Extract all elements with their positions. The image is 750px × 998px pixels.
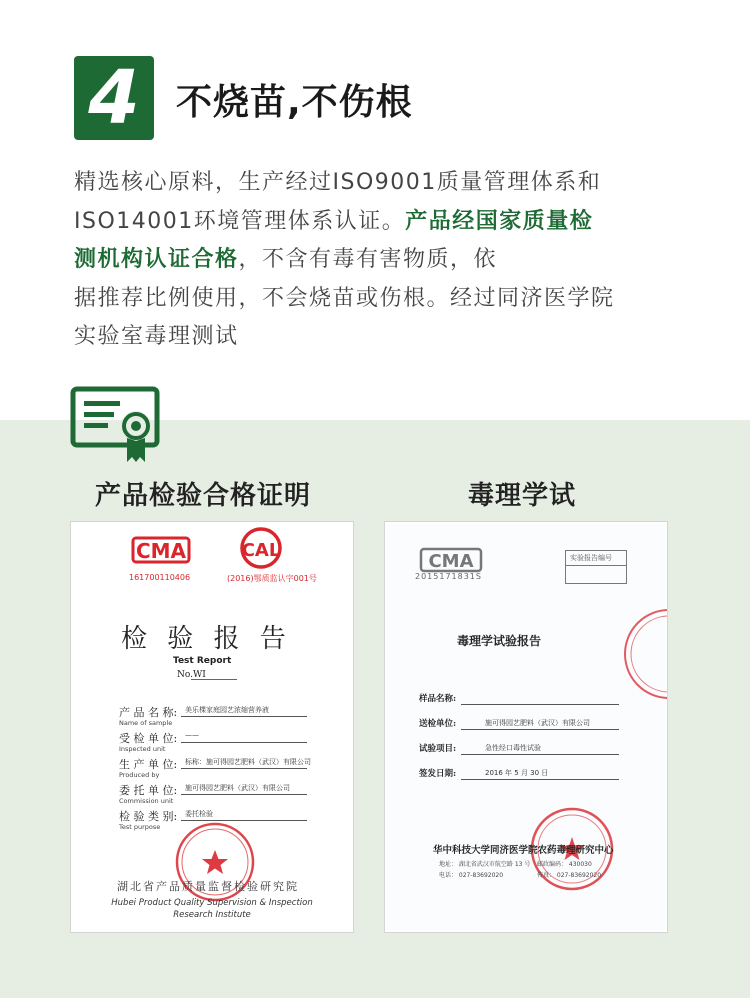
field-label-en: Commission unit bbox=[119, 797, 174, 805]
label-toxicology-test: 毒理学试 bbox=[468, 481, 577, 511]
tox-field-label: 送检单位: bbox=[419, 719, 457, 729]
report-title-en: Test Report bbox=[173, 656, 232, 666]
cal-logo bbox=[237, 526, 285, 570]
field-label: 委 托 单 位: bbox=[119, 784, 178, 797]
paragraph-line bbox=[74, 241, 694, 280]
cal-code: (2016)鄂质监认字001号 bbox=[227, 574, 317, 583]
field-label-en: Produced by bbox=[119, 771, 160, 779]
description-paragraph bbox=[74, 164, 694, 357]
tox-fax: 传真： 027-83692020 bbox=[537, 872, 602, 879]
tox-report-title: 毒理学试验报告 bbox=[457, 634, 542, 648]
field-label: 产 品 名 称: bbox=[119, 706, 178, 719]
tox-address: 地址： 湖北省武汉市航空路 13 号 bbox=[439, 861, 531, 868]
paragraph-text: ISO14001环境管理体系认证。 bbox=[74, 208, 406, 234]
report-number: No.WI bbox=[177, 670, 206, 680]
paragraph-line bbox=[74, 280, 694, 319]
tox-field-underline bbox=[461, 779, 619, 780]
report-no-box-label: 实验报告编号 bbox=[570, 554, 612, 562]
tox-postcode: 邮政编码： 430030 bbox=[537, 861, 592, 868]
inspection-report-image bbox=[70, 521, 354, 933]
cal-text: CAL bbox=[241, 540, 281, 561]
tox-field-label: 签发日期: bbox=[419, 769, 457, 779]
highlight-text: 测机构认证合格 bbox=[74, 247, 239, 272]
red-stamp-edge bbox=[619, 604, 668, 704]
paragraph-text: 据推荐比例使用，不会烧苗或伤根。经过同济医学院 bbox=[74, 285, 615, 311]
cma-code-2: 2015171831S bbox=[415, 572, 482, 581]
paragraph-line bbox=[74, 318, 694, 357]
field-underline bbox=[181, 716, 307, 717]
field-value: 标称：施可得园艺肥料（武汉）有限公司 bbox=[185, 758, 311, 766]
tox-field-underline bbox=[461, 704, 619, 705]
field-underline bbox=[181, 742, 307, 743]
report-title: 检 验 报 告 bbox=[121, 624, 292, 654]
certificate-icon bbox=[70, 386, 162, 464]
tox-field-value: 2016 年 5 月 30 日 bbox=[485, 769, 549, 777]
paragraph-line bbox=[74, 203, 694, 242]
tox-field-value: 施可得园艺肥料（武汉）有限公司 bbox=[485, 719, 590, 727]
step-number: 4 bbox=[88, 55, 140, 141]
cma-text-gray: CMA bbox=[428, 551, 474, 572]
tox-field-underline bbox=[461, 754, 619, 755]
highlight-text: 产品经国家质量检 bbox=[405, 208, 594, 234]
cma-code: 161700110406 bbox=[129, 573, 191, 582]
tox-field-label: 样品名称: bbox=[419, 694, 457, 704]
tox-center-name: 华中科技大学同济医学院农药毒理研究中心 bbox=[433, 845, 614, 856]
field-label-en: Test purpose bbox=[119, 823, 161, 831]
step-number-badge bbox=[74, 56, 154, 140]
toxicology-report-image bbox=[384, 521, 668, 933]
section-title: 不烧苗,不伤根 bbox=[176, 82, 413, 123]
field-label-en: Inspected unit bbox=[119, 745, 166, 753]
label-inspection-certificate: 产品检验合格证明 bbox=[95, 481, 312, 511]
tox-field-underline bbox=[461, 729, 619, 730]
field-underline bbox=[181, 794, 307, 795]
field-underline bbox=[181, 820, 307, 821]
tox-phone: 电话： 027-83692020 bbox=[439, 872, 504, 879]
tox-field-value: 急性经口毒性试验 bbox=[485, 744, 541, 752]
field-label: 生 产 单 位: bbox=[119, 758, 178, 771]
institute-name: 湖北省产品质量监督检验研究院 bbox=[117, 880, 299, 893]
field-label: 检 验 类 别: bbox=[119, 810, 178, 823]
paragraph-text: 实验室毒理测试 bbox=[74, 324, 239, 349]
cma-logo bbox=[131, 532, 191, 568]
paragraph-text: 精选核心原料，生产经过ISO9001质量管理体系和 bbox=[74, 170, 602, 195]
cma-text: CMA bbox=[135, 539, 187, 563]
field-label: 受 检 单 位: bbox=[119, 732, 178, 745]
institute-name-en: Hubei Product Quality Supervision & Inspection Research Institute bbox=[111, 898, 313, 920]
report-no-box bbox=[565, 550, 627, 584]
field-value: 委托检验 bbox=[185, 810, 213, 818]
field-underline bbox=[181, 768, 307, 769]
field-value: 施可得园艺肥料（武汉）有限公司 bbox=[185, 784, 290, 792]
paragraph-line bbox=[74, 164, 694, 203]
paragraph-text: ，不含有毒有害物质，依 bbox=[238, 247, 498, 272]
field-value: —— bbox=[185, 731, 199, 739]
field-label-en: Name of sample bbox=[119, 719, 173, 727]
tox-field-label: 试验项目: bbox=[419, 744, 457, 754]
number-line bbox=[191, 679, 237, 680]
field-value: 美乐棵家庭园艺浓缩营养液 bbox=[185, 706, 269, 714]
cma-logo-gray bbox=[419, 546, 483, 574]
